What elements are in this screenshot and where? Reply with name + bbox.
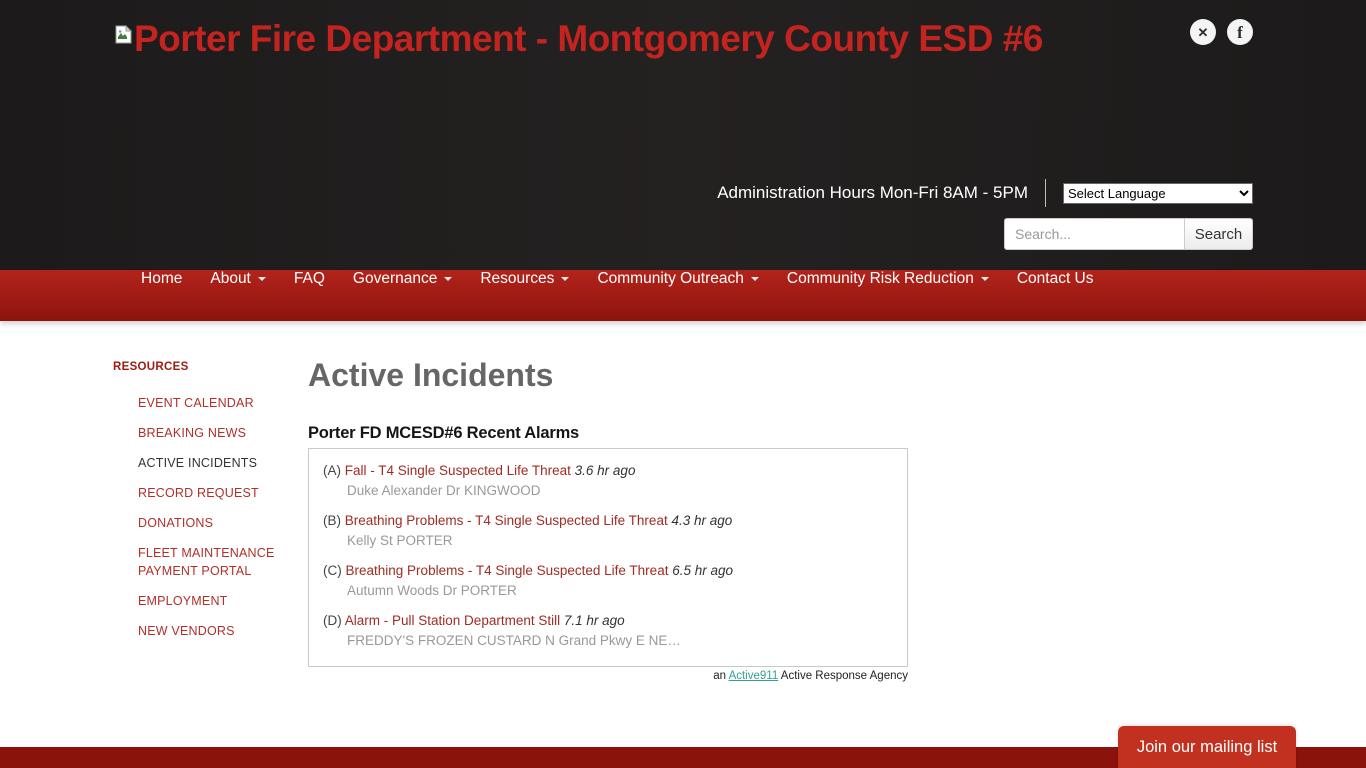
incident-row [323, 463, 895, 498]
attribution-suffix: Active Response Agency [780, 670, 908, 682]
nav-list [113, 270, 1253, 288]
sidebar-item-event-calendar[interactable]: EVENT CALENDAR [138, 396, 254, 410]
sidebar-item-employment[interactable]: EMPLOYMENT [138, 594, 228, 608]
search-button[interactable]: Search [1184, 218, 1253, 250]
site-header [0, 0, 1366, 270]
incident-link[interactable]: Breathing Problems - T4 Single Suspected Life Threat [344, 513, 668, 528]
chevron-down-icon [258, 277, 266, 281]
incident-address: Duke Alexander Dr KINGWOOD [347, 483, 541, 498]
site-title: Porter Fire Department - Montgomery County ESD #6 [134, 18, 1043, 59]
incident-time: 3.6 hr ago [574, 463, 636, 478]
search-row [1004, 218, 1253, 250]
nav-item-contact-us[interactable] [1003, 270, 1108, 288]
incident-headline [323, 463, 895, 478]
nav-item-home[interactable] [127, 270, 196, 288]
nav-label: About [210, 270, 251, 287]
incident-address: FREDDY'S FROZEN CUSTARD N Grand Pkwy E NE… [347, 633, 681, 648]
incident-prefix: (D) [323, 613, 342, 628]
incident-address: Autumn Woods Dr PORTER [347, 583, 517, 598]
chevron-down-icon [981, 277, 989, 281]
nav-label: Home [141, 270, 183, 287]
sidebar-item-fleet-maintenance-payment-portal[interactable]: FLEET MAINTENANCE PAYMENT PORTAL [138, 546, 275, 578]
x-glyph: ✕ [1197, 24, 1209, 40]
incident-headline [323, 513, 895, 528]
alarm-list-box [308, 448, 908, 667]
incident-time: 6.5 hr ago [672, 563, 734, 578]
facebook-glyph: f [1237, 22, 1243, 42]
active911-attribution [308, 670, 908, 682]
incident-headline [323, 613, 895, 628]
incident-address: Kelly St PORTER [347, 533, 453, 548]
nav-item-faq[interactable] [280, 270, 339, 288]
incident-time: 7.1 hr ago [563, 613, 625, 628]
nav-item-community-risk-reduction[interactable] [773, 270, 1003, 288]
sidebar-item-active-incidents[interactable]: ACTIVE INCIDENTS [138, 456, 258, 470]
admin-hours-row [717, 179, 1253, 207]
site-logo-link[interactable] [113, 20, 1043, 59]
x-twitter-icon[interactable] [1190, 19, 1216, 45]
join-mailing-list-button[interactable]: Join our mailing list [1118, 726, 1296, 768]
nav-label: Resources [480, 270, 555, 287]
vertical-divider [1045, 179, 1046, 207]
nav-label: Contact Us [1016, 270, 1094, 287]
sidebar-item-new-vendors[interactable]: NEW VENDORS [138, 624, 235, 638]
nav-item-community-outreach[interactable] [583, 270, 772, 288]
nav-label: FAQ [293, 270, 325, 287]
language-select[interactable] [1063, 183, 1253, 204]
attribution-prefix: an [713, 670, 726, 682]
sidebar-list [113, 373, 308, 640]
nav-label: Community Risk Reduction [786, 270, 974, 287]
sidebar-item-donations[interactable]: DONATIONS [138, 516, 214, 530]
nav-item-governance[interactable] [339, 270, 466, 288]
incident-headline [323, 563, 895, 578]
chevron-down-icon [751, 277, 759, 281]
search-input[interactable] [1004, 218, 1184, 250]
main-area [113, 321, 1253, 682]
page-title: Active Incidents [308, 357, 554, 393]
incident-row [323, 513, 895, 548]
resources-sidebar [113, 321, 308, 682]
facebook-icon[interactable] [1227, 19, 1253, 45]
incident-link[interactable]: Alarm - Pull Station Department Still [344, 613, 561, 628]
incident-prefix: (A) [323, 463, 341, 478]
incident-row [323, 613, 895, 648]
nav-item-about[interactable] [196, 270, 280, 288]
chevron-down-icon [561, 277, 569, 281]
nav-item-resources[interactable] [466, 270, 583, 288]
social-links [1190, 19, 1253, 45]
nav-label: Community Outreach [597, 270, 744, 287]
content [308, 321, 1253, 682]
sidebar-item-record-request[interactable]: RECORD REQUEST [138, 486, 259, 500]
nav-label: Governance [352, 270, 438, 287]
broken-image-icon [113, 24, 134, 45]
incident-prefix: (B) [323, 513, 341, 528]
alarms-title: Porter FD MCESD#6 Recent Alarms [308, 424, 580, 442]
incident-link[interactable]: Breathing Problems - T4 Single Suspected Life Threat [345, 563, 669, 578]
sidebar-item-breaking-news[interactable]: BREAKING NEWS [138, 426, 247, 440]
incident-prefix: (C) [323, 563, 342, 578]
incident-link[interactable]: Fall - T4 Single Suspected Life Threat [344, 463, 571, 478]
incident-row [323, 563, 895, 598]
main-navigation [0, 270, 1366, 321]
admin-hours-text: Administration Hours Mon-Fri 8AM - 5PM [717, 183, 1028, 202]
incident-time: 4.3 hr ago [671, 513, 733, 528]
sidebar-heading: RESOURCES [113, 361, 189, 373]
active911-link[interactable]: Active911 [728, 670, 779, 682]
chevron-down-icon [444, 277, 452, 281]
